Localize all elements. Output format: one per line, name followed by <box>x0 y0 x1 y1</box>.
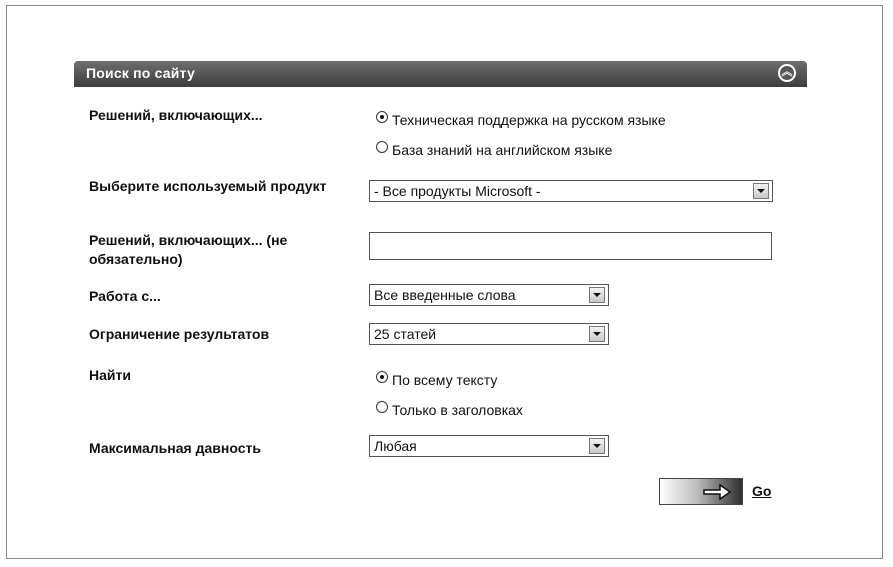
radio-english-kb[interactable] <box>376 140 612 160</box>
chevron-down-icon[interactable] <box>589 438 605 454</box>
keywords-input[interactable] <box>369 232 772 260</box>
radio-label: Техническая поддержка на русском языке <box>392 112 666 128</box>
chevron-down-icon[interactable] <box>589 326 605 342</box>
go-link[interactable]: Go <box>752 483 772 499</box>
chevron-double-up-icon[interactable]: ︽ <box>778 64 796 82</box>
arrow-right-icon <box>702 482 732 502</box>
radio-russian-support[interactable] <box>376 110 666 130</box>
radio-titles-only[interactable] <box>376 400 523 420</box>
panel-header <box>74 61 807 87</box>
panel-title: Поиск по сайту <box>86 65 195 81</box>
max-age-select[interactable] <box>369 435 609 457</box>
radio-label: База знаний на английском языке <box>392 142 613 158</box>
find-label: Найти <box>89 367 131 383</box>
product-select[interactable] <box>369 180 773 202</box>
page-frame <box>6 5 883 559</box>
search-in-label: Решений, включающих... <box>89 107 263 123</box>
radio-button[interactable] <box>376 141 388 153</box>
go-button[interactable] <box>659 478 743 505</box>
radio-label: По всему тексту <box>392 372 498 388</box>
keywords-label: Решений, включающих... (не обязательно) <box>89 232 288 267</box>
work-with-select-value: Все введенные слова <box>374 287 516 303</box>
limit-select[interactable] <box>369 323 609 345</box>
radio-label: Только в заголовках <box>392 402 523 418</box>
product-select-value: - Все продукты Microsoft - <box>374 183 541 199</box>
work-with-select[interactable] <box>369 284 609 306</box>
limit-select-value: 25 статей <box>374 326 437 342</box>
radio-button[interactable] <box>376 111 388 123</box>
max-age-label: Максимальная давность <box>89 440 261 456</box>
limit-label: Ограничение результатов <box>89 326 270 342</box>
radio-button[interactable] <box>376 401 388 413</box>
radio-full-text[interactable] <box>376 370 497 390</box>
chevron-down-icon[interactable] <box>589 287 605 303</box>
work-with-label: Работа с... <box>89 288 161 304</box>
max-age-select-value: Любая <box>374 438 417 454</box>
radio-button[interactable] <box>376 371 388 383</box>
chevron-down-icon[interactable] <box>753 183 769 199</box>
product-label: Выберите используемый продукт <box>89 178 327 194</box>
